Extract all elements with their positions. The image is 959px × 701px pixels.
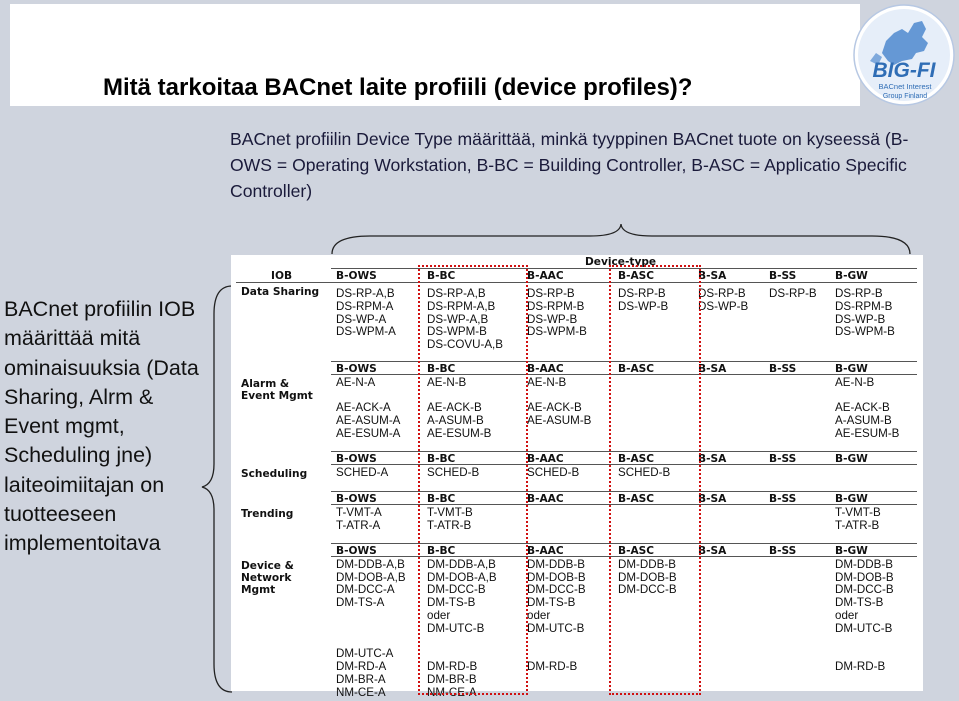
column-header: B-GW [835, 270, 868, 282]
table-cell: DS-WP-B [698, 299, 749, 313]
table-cell: DS-WP-B [835, 312, 886, 326]
table-cell: SCHED-B [427, 465, 480, 479]
table-cell: NM-CE-A [427, 685, 477, 699]
column-header: B-BC [427, 453, 456, 465]
left-brace [200, 284, 234, 694]
table-cell: AE-ESUM-B [427, 427, 492, 440]
table-cell: DM-DCC-B [835, 583, 894, 597]
table-cell: oder [427, 609, 451, 622]
table-cell: DS-WP-B [618, 299, 669, 313]
top-brace [330, 222, 912, 256]
table-cell: SCHED-A [336, 465, 389, 479]
table-cell: DM-TS-B [527, 596, 576, 610]
table-cell: DS-RPM-B [835, 299, 893, 313]
table-cell: AE-ACK-B [527, 401, 582, 415]
column-header: B-SS [769, 453, 797, 465]
column-header: B-AAC [527, 270, 564, 282]
column-header: B-GW [835, 453, 868, 465]
table-cell: DM-RD-B [527, 660, 578, 674]
table-cell: DS-WPM-B [427, 325, 487, 339]
column-header: B-ASC [618, 545, 655, 557]
table-cell: A-ASUM-B [835, 414, 892, 428]
column-header: B-SA [698, 270, 727, 282]
column-header: B-ASC [618, 453, 655, 465]
table-cell: DM-DOB-A,B [427, 570, 497, 584]
logo-subtitle-2: Group Finland [882, 93, 928, 100]
column-header: B-SA [698, 363, 727, 375]
column-header: B-SS [769, 363, 797, 375]
table-cell: AE-N-B [527, 375, 567, 389]
column-header: B-ASC [618, 493, 655, 505]
table-cell: DS-RP-A,B [336, 287, 395, 300]
column-header: B-OWS [336, 363, 377, 375]
table-cell: T-VMT-A [336, 505, 382, 519]
table-cell: DS-RPM-B [527, 299, 585, 313]
column-header: B-SS [769, 493, 797, 505]
table-cell: DM-RD-B [835, 660, 886, 674]
table-cell: DS-RP-A,B [427, 287, 486, 300]
table-cell: AE-N-A [336, 375, 376, 389]
table-cell: DS-RP-B [527, 287, 575, 300]
highlight-box [418, 265, 528, 695]
column-header: B-ASC [618, 270, 655, 282]
table-cell: AE-ESUM-B [835, 427, 900, 440]
table-cell: DS-WPM-B [835, 325, 895, 339]
table-cell: DS-RPM-A,B [427, 299, 496, 313]
column-header: B-AAC [527, 363, 564, 375]
iob-label: Device & [241, 559, 294, 572]
table-cell: DM-RD-A [336, 660, 387, 674]
table-cell: DM-DDB-B [835, 557, 893, 571]
table-cell: AE-ASUM-A [336, 414, 401, 428]
iob-label: Network [241, 571, 292, 584]
table-cell: T-VMT-B [427, 505, 473, 519]
table-cell: DS-WP-B [527, 312, 578, 326]
table-cell: DM-DDB-A,B [427, 557, 496, 571]
table-cell: DS-WPM-A [336, 325, 396, 339]
table-cell: DM-BR-B [427, 673, 477, 686]
table-cell: SCHED-B [618, 465, 671, 479]
column-header: B-SS [769, 270, 797, 282]
column-header: B-BC [427, 363, 456, 375]
column-header: B-ASC [618, 363, 655, 375]
iob-label: Data Sharing [241, 286, 320, 298]
table-cell: DS-WPM-B [527, 325, 587, 339]
slide-title: Mitä tarkoitaa BACnet laite profiili (device profiles)? [103, 74, 693, 101]
column-header: B-AAC [527, 453, 564, 465]
iob-label: Event Mgmt [241, 389, 313, 402]
column-header: B-BC [427, 493, 456, 505]
table-cell: A-ASUM-B [427, 414, 484, 428]
table-cell: NM-CE-A [336, 685, 386, 699]
table-cell: DM-DCC-B [427, 583, 486, 597]
iob-label: Trending [241, 507, 294, 520]
table-cell: DS-RP-B [769, 287, 817, 300]
table-cell: T-ATR-B [427, 518, 472, 532]
table-cell: T-VMT-B [835, 505, 881, 519]
table-cell: DS-WP-A [336, 312, 387, 326]
table-cell: AE-N-B [427, 375, 467, 389]
device-type-label: Device-type [585, 256, 657, 268]
column-header: B-AAC [527, 545, 564, 557]
table-cell: SCHED-B [527, 465, 580, 479]
column-header: B-OWS [336, 270, 377, 282]
table-cell: AE-N-B [835, 375, 875, 389]
column-header: B-SA [698, 453, 727, 465]
table-cell: DM-DCC-B [618, 583, 677, 597]
table-cell: DM-UTC-B [427, 621, 485, 635]
table-cell: AE-ACK-B [427, 401, 482, 415]
table-cell: DM-UTC-A [336, 647, 394, 661]
table-cell: AE-ASUM-B [527, 414, 592, 428]
table-separator [236, 282, 917, 283]
column-header: B-OWS [336, 545, 377, 557]
table-cell: DM-TS-B [835, 596, 884, 610]
column-header: B-SA [698, 545, 727, 557]
table-cell: DS-RP-B [618, 287, 666, 300]
column-header: B-OWS [336, 493, 377, 505]
device-profile-table [231, 255, 923, 699]
table-cell: AE-ACK-A [336, 401, 391, 415]
table-cell: DM-TS-A [336, 596, 385, 610]
table-cell: DM-BR-A [336, 673, 386, 686]
europe-map-logo-icon [852, 3, 956, 107]
table-cell: AE-ACK-B [835, 401, 890, 415]
logo-subtitle-1: BACnet Interest [878, 82, 932, 91]
logo-text: BIG-FI [872, 59, 936, 82]
table-cell: DM-TS-B [427, 596, 476, 610]
table-cell: DM-DOB-B [618, 570, 677, 584]
iob-header: IOB [271, 270, 293, 282]
table-cell: DM-DDB-A,B [336, 557, 405, 571]
table-cell: DM-DOB-B [835, 570, 894, 584]
column-header: B-GW [835, 363, 868, 375]
column-header: B-AAC [527, 493, 564, 505]
iob-label: Alarm & [241, 377, 290, 390]
table-cell: DM-RD-B [427, 660, 478, 674]
table-cell: DM-DDB-B [527, 557, 585, 571]
column-header: B-SA [698, 493, 727, 505]
table-cell: DM-DDB-B [618, 557, 676, 571]
table-cell: DM-DCC-B [527, 583, 586, 597]
table-cell: oder [527, 609, 551, 622]
iob-label: Mgmt [241, 583, 276, 596]
column-header: B-BC [427, 545, 456, 557]
column-header: B-OWS [336, 453, 377, 465]
column-header: B-GW [835, 493, 868, 505]
table-cell: DM-UTC-B [527, 621, 585, 635]
table-cell: AE-ESUM-A [336, 427, 401, 440]
table-cell: DM-DOB-B [527, 570, 586, 584]
table-cell: T-ATR-B [835, 518, 880, 532]
iob-label: Scheduling [241, 467, 308, 480]
description-text: BACnet profiilin Device Type määrittää, minkä tyyppinen BACnet tuote on kyseessä (B-OWS = Operating Workstation, B-BC = Building Controller, B-ASC = Applicatio Specific Controller) [230, 129, 909, 201]
side-note: BACnet profiilin IOB määrittää mitä ominaisuuksia (Data Sharing, Alrm & Event mgmt, Scheduling jne) laiteoimiitajan on tuotteeseen implementoitava [4, 297, 199, 556]
table-cell: DS-RPM-A [336, 299, 394, 313]
column-header: B-SS [769, 545, 797, 557]
table-cell: DS-WP-A,B [427, 312, 489, 326]
highlight-box [609, 265, 701, 695]
table-cell: DS-COVU-A,B [427, 338, 504, 352]
table-cell: DM-UTC-B [835, 621, 893, 635]
table-cell: DS-RP-B [835, 287, 883, 300]
table-cell: T-ATR-A [336, 518, 381, 532]
column-header: B-BC [427, 270, 456, 282]
column-header: B-GW [835, 545, 868, 557]
table-cell: oder [835, 609, 859, 622]
table-cell: DM-DOB-A,B [336, 570, 406, 584]
table-cell: DS-RP-B [698, 287, 746, 300]
table-cell: DM-DCC-A [336, 583, 395, 597]
